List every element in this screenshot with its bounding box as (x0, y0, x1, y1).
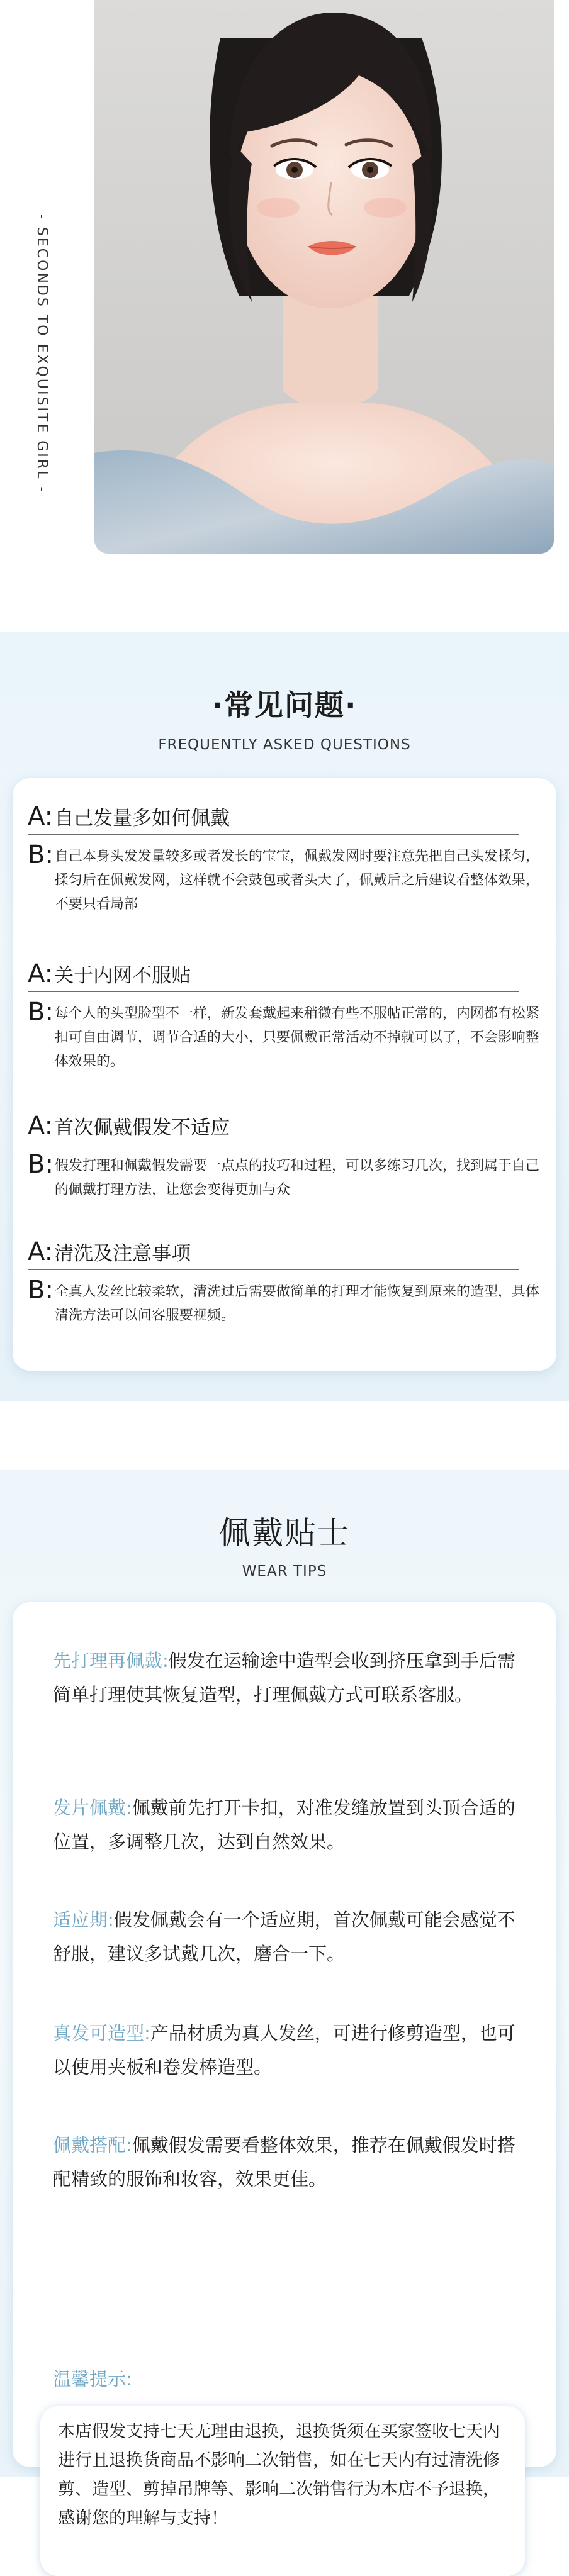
faq-section (0, 632, 569, 1401)
faq-question: 关于内网不服贴 (54, 964, 191, 987)
faq-item (28, 1112, 544, 1202)
tip-label: 先打理再佩戴: (53, 1650, 169, 1671)
faq-item (28, 959, 544, 1074)
hero-section (0, 0, 569, 604)
faq-question-row (28, 959, 519, 992)
faq-subtitle: FREQUENTLY ASKED QUESTIONS (158, 737, 411, 753)
faq-question-row (28, 1112, 519, 1144)
answer-marker: B: (28, 840, 54, 869)
faq-question: 自己发量多如何佩戴 (54, 807, 230, 830)
tip-text: 佩戴假发需要看整体效果，推荐在佩戴假发时搭配精致的服饰和妆容，效果更佳。 (53, 2134, 515, 2190)
tip-label: 适应期: (53, 1909, 114, 1931)
tip-item (53, 2016, 531, 2084)
faq-answer-row (28, 1150, 544, 1202)
tip-text: 产品材质为真人发丝，可进行修剪造型，也可以使用夹板和卷发棒造型。 (53, 2022, 515, 2078)
tip-text: 假发在运输途中造型会收到挤压拿到手后需简单打理使其恢复造型，打理佩戴方式可联系客服。 (53, 1650, 515, 1705)
notice-label: 温馨提示: (53, 2368, 132, 2390)
tip-text: 佩戴前先打开卡扣，对准发缝放置到头顶合适的位置，多调整几次，达到自然效果。 (53, 1797, 515, 1853)
faq-card (13, 778, 556, 1371)
faq-item (28, 802, 544, 917)
answer-marker: B: (28, 1150, 54, 1179)
faq-answer-row (28, 998, 544, 1074)
tip-item (53, 1903, 531, 1971)
faq-item (28, 1237, 544, 1328)
portrait-illustration (94, 0, 554, 554)
faq-answer: 每个人的头型脸型不一样，新发套戴起来稍微有些不服帖正常的，内网都有松紧扣可自由调节，调节合适的大小，只要佩戴正常活动不掉就可以了，不会影响整体效果的。 (54, 1006, 539, 1069)
faq-question-row (28, 1237, 519, 1270)
tip-label: 发片佩戴: (53, 1797, 132, 1819)
question-marker: A: (28, 1112, 54, 1140)
notice-box (40, 2406, 525, 2576)
wear-tips-section (0, 1470, 569, 2528)
tips-card (13, 1602, 556, 2528)
faq-answer: 假发打理和佩戴假发需要一点点的技巧和过程，可以多练习几次，找到属于自己的佩戴打理方法，让您会变得更加与众 (54, 1158, 539, 1198)
tips-subtitle: WEAR TIPS (242, 1563, 327, 1580)
faq-question-row (28, 802, 519, 835)
answer-marker: B: (28, 998, 54, 1027)
question-marker: A: (28, 802, 54, 831)
notice-text: 本店假发支持七天无理由退换，退换货须在买家签收七天内进行且退换货商品不影响二次销售，如在七天内有过清洗修剪、造型、剪掉吊牌等、影响二次销售行为本店不予退换，感谢您的理解与支持！ (58, 2422, 500, 2528)
model-portrait-image (94, 0, 554, 554)
question-marker: A: (28, 1237, 54, 1266)
faq-title: ·常见问题· (211, 688, 358, 722)
faq-answer: 自己本身头发发量较多或者发长的宝宝，佩戴发网时要注意先把自己头发揉匀，揉匀后在佩戴发网，这样就不会鼓包或者头大了，佩戴后之后建议看整体效果，不要只看局部 (54, 849, 539, 912)
answer-marker: B: (28, 1276, 54, 1305)
faq-answer: 全真人发丝比较柔软，清洗过后需要做简单的打理才能恢复到原来的造型，具体清洗方法可以问客服要视频。 (54, 1284, 539, 1324)
faq-question: 首次佩戴假发不适应 (54, 1117, 230, 1139)
tip-text: 假发佩戴会有一个适应期，首次佩戴可能会感觉不舒服，建议多试戴几次，磨合一下。 (53, 1909, 515, 1965)
faq-answer-row (28, 840, 544, 917)
question-marker: A: (28, 959, 54, 988)
tip-item (53, 1791, 531, 1859)
tip-item (53, 2128, 531, 2196)
tip-label: 真发可造型: (53, 2022, 150, 2044)
tips-title: 佩戴贴士 (219, 1515, 350, 1551)
hero-vertical-slogan: - SECONDS TO EXQUISITE GIRL - (34, 214, 50, 494)
faq-question: 清洗及注意事项 (54, 1242, 191, 1265)
tip-item (53, 1644, 531, 1712)
tip-label: 佩戴搭配: (53, 2134, 132, 2156)
faq-answer-row (28, 1276, 544, 1328)
